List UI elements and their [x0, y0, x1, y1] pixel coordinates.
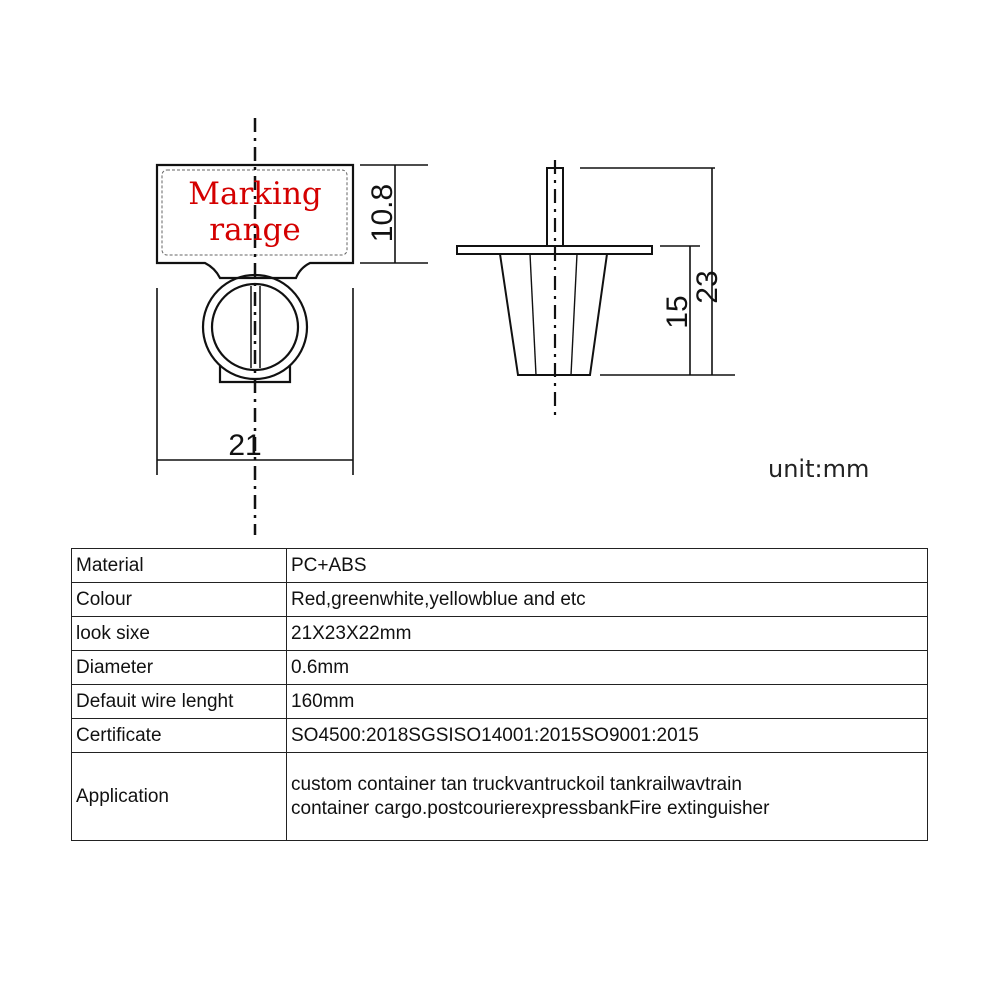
- row-key: Certificate: [72, 719, 287, 753]
- row-key: Defauit wire lenght: [72, 685, 287, 719]
- row-key: Diameter: [72, 651, 287, 685]
- table-row: [72, 617, 928, 651]
- application-line1: custom container tan truckvantruckoil tankrailwavtrain: [291, 773, 742, 795]
- unit-label: unit:mm: [768, 455, 870, 483]
- table-row: [72, 753, 928, 841]
- row-value: PC+ABS: [287, 549, 928, 583]
- row-value: 160mm: [287, 685, 928, 719]
- marking-range-line2: range: [209, 212, 301, 248]
- table-row: [72, 583, 928, 617]
- row-key: Material: [72, 549, 287, 583]
- row-value: SO4500:2018SGSISO14001:2015SO9001:2015: [287, 719, 928, 753]
- table-row: [72, 549, 928, 583]
- application-line2: container cargo.postcourierexpressbankFire extinguisher: [291, 797, 770, 819]
- dim-height-top-label: 10.8: [366, 183, 399, 243]
- row-key: Colour: [72, 583, 287, 617]
- dim-width-label: 21: [228, 429, 262, 462]
- row-key: Application: [72, 753, 287, 841]
- table-row: [72, 685, 928, 719]
- marking-range-line1: Marking: [188, 176, 322, 212]
- row-value: Red,greenwhite,yellowblue and etc: [287, 583, 928, 617]
- row-value: [287, 753, 928, 841]
- spec-table: [71, 548, 928, 841]
- row-key: look sixe: [72, 617, 287, 651]
- table-row: [72, 719, 928, 753]
- row-value: 21X23X22mm: [287, 617, 928, 651]
- dim-inner-label: 15: [661, 295, 694, 329]
- table-row: [72, 651, 928, 685]
- row-value: 0.6mm: [287, 651, 928, 685]
- dim-total-label: 23: [691, 270, 724, 304]
